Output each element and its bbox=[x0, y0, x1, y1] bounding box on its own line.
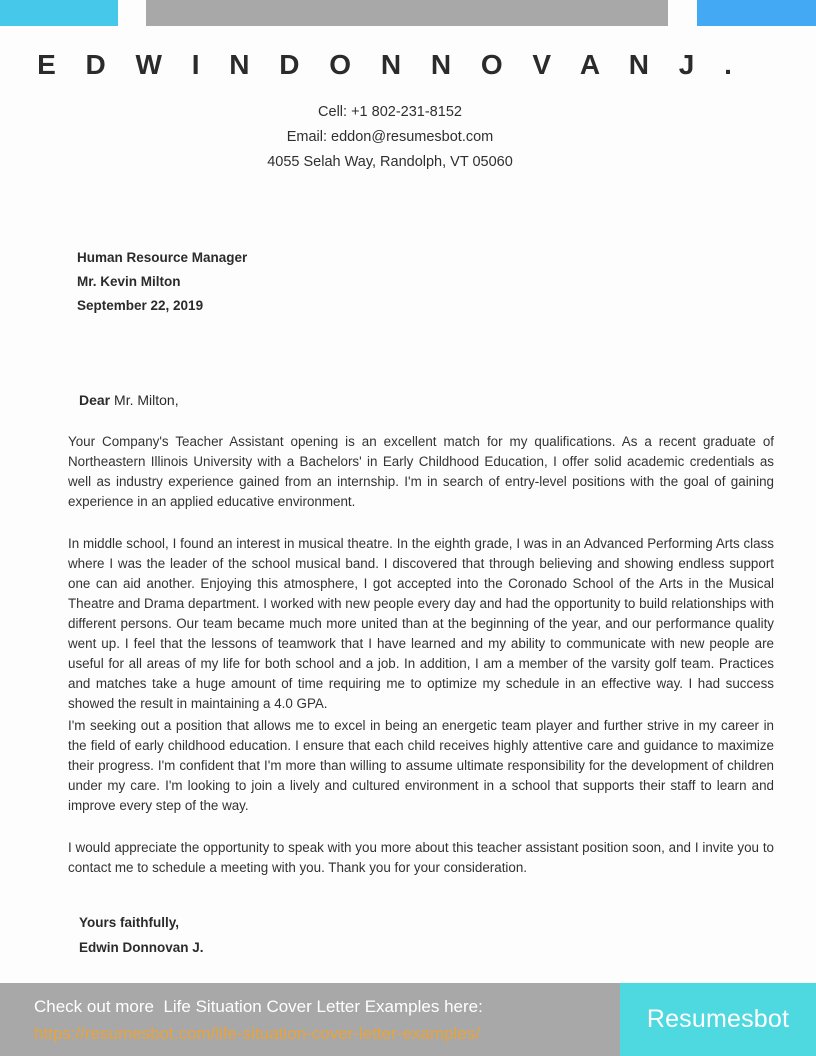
contact-email: Email: eddon@resumesbot.com bbox=[286, 129, 494, 145]
resumesbot-brand-label: Resumesbot bbox=[646, 1005, 790, 1033]
top-bar-center-gray bbox=[146, 0, 668, 26]
recipient-name: Mr. Kevin Milton bbox=[77, 274, 181, 289]
body-paragraph-4: I would appreciate the opportunity to speak with you more about this teacher assistant position soon, and I invite you to contact me to schedule a meeting with you. Thank you for your consideration. bbox=[68, 840, 774, 875]
contact-block bbox=[0, 100, 780, 175]
signoff-closing: Yours faithfully, bbox=[79, 915, 180, 930]
salutation-greeting: Dear bbox=[79, 392, 111, 408]
letter-date: September 22, 2019 bbox=[77, 298, 204, 313]
letter-body bbox=[68, 246, 774, 960]
signoff-block bbox=[79, 910, 774, 960]
signoff-name: Edwin Donnovan J. bbox=[79, 940, 204, 955]
body-paragraph-1: Your Company's Teacher Assistant opening is an excellent match for my qualifications. As a recent graduate of Northeastern Illinois University with a Bachelors' in Early Childhood Education, I offer solid academic credentials as well as industry experience gained from an internship. I'm in search of entry-level positions with the goal of gaining experience in an applied educative environment. bbox=[68, 434, 774, 509]
contact-phone: Cell: +1 802-231-8152 bbox=[318, 104, 462, 120]
footer-url-link[interactable]: https://resumesbot.com/life-situation-cover-letter-examples/ bbox=[34, 1024, 480, 1043]
letter-header bbox=[0, 48, 780, 175]
body-paragraph-2: In middle school, I found an interest in musical theatre. In the eighth grade, I was in an Advanced Performing Arts class where I was the leader of the school musical band. I discovered that through believing and showing endless support one can aid another. Enjoying this atmosphere, I got accepted into the Coronado School of the Arts in the Musical Theatre and Drama department. I worked with new people every day and had the opportunity to build relationships with different persons. Our team became much more united than at the beginning of the year, and our performance quality went up. I feel that the lessons of teamwork that I have learned and my ability to communicate with new people are useful for all areas of my life for both school and a job. In addition, I am a member of the varsity golf team. Practices and matches take a huge amount of time requiring me to optimize my schedule in an effective way. I had success showed the result in maintaining a 4.0 GPA. bbox=[68, 536, 774, 711]
footer-headline: Check out more Life Situation Cover Letter Examples here: bbox=[34, 997, 483, 1016]
recipient-block bbox=[68, 246, 774, 318]
top-decorative-bars bbox=[0, 0, 816, 26]
resumesbot-brand-block[interactable] bbox=[620, 983, 816, 1056]
footer-banner bbox=[0, 983, 816, 1056]
body-paragraph-3: I'm seeking out a position that allows me to excel in being an energetic team player and further strive in my career in the field of early childhood education. I ensure that each child receives highly attentive care and guidance to maximize their progress. I'm confident that I'm more than willing to assume ultimate responsibility for the development of children under my care. I'm looking to join a lively and cultured environment in a school that supports their staff to learn and improve every step of the way. bbox=[68, 718, 774, 813]
contact-address: 4055 Selah Way, Randolph, VT 05060 bbox=[267, 154, 513, 170]
footer-text-block bbox=[34, 993, 604, 1047]
recipient-title: Human Resource Manager bbox=[77, 250, 248, 265]
top-bar-right-blue bbox=[697, 0, 816, 26]
applicant-name: E D W I N D O N N O V A N J . bbox=[37, 49, 743, 80]
salutation-name: Mr. Milton, bbox=[110, 392, 179, 408]
top-bar-left-blue bbox=[0, 0, 118, 26]
salutation bbox=[79, 390, 774, 410]
